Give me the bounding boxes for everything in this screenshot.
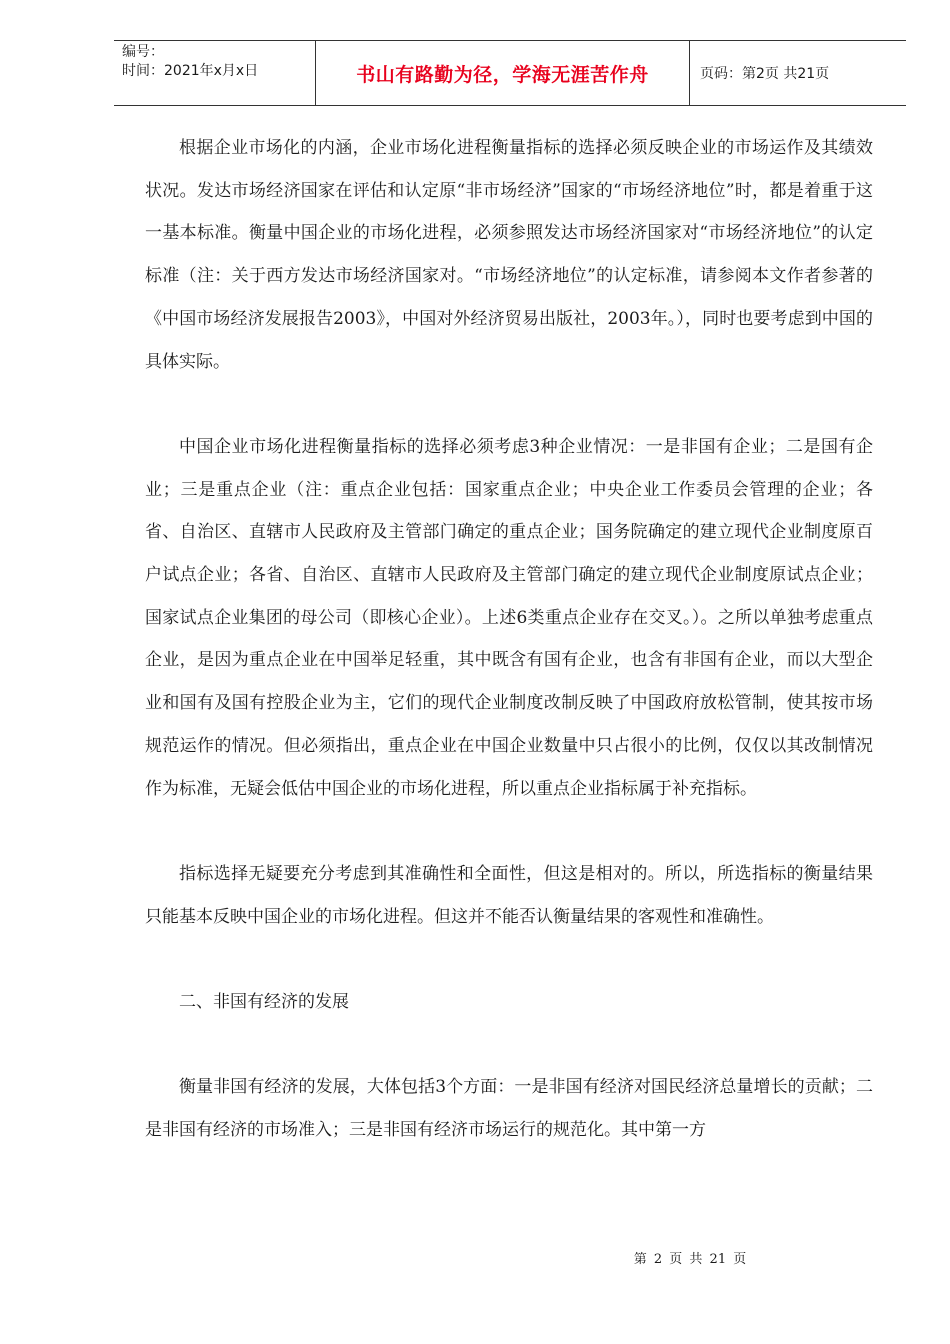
page-footer: 第 2 页 共 21 页	[633, 1252, 747, 1267]
paragraph-non-state-economy: 衡量非国有经济的发展，大体包括3个方面：一是非国有经济对国民经济总量增长的贡献；二是非国有经济的市场准入；三是非国有经济市场运行的规范化。其中第一方	[145, 1077, 873, 1141]
document-number-label: 编号：	[122, 44, 164, 60]
paragraph-enterprise-types: 中国企业市场化进程衡量指标的选择必须考虑3种企业情况：一是非国有企业；二是国有企业；三是重点企业（注：重点企业包括：国家重点企业；中央企业工作委员会管理的企业；各省、自治区、直辖市人民政府及主管部门确定的重点企业；国务院确定的建立现代企业制度原百户试点企业；各省、自治区、直辖市人民政府及主管部门确定的建立现代企业制度原试点企业；国家试点企业集团的母公司（即核心企业）。上述6类重点企业存在交叉。）。之所以单独考虑重点企业，是因为重点企业在中国举足轻重，其中既含有国有企业，也含有非国有企业，而以大型企业和国有及国有控股企业为主，它们的现代企业制度改制反映了中国政府放松管制，使其按市场规范运作的情况。但必须指出，重点企业在中国企业数量中只占很小的比例，仅仅以其改制情况作为标准，无疑会低估中国企业的市场化进程，所以重点企业指标属于补充指标。	[145, 436, 873, 799]
document-time-label: 时间：2021年x月x日	[122, 63, 259, 79]
paragraph-market-position: 根据企业市场化的内涵，企业市场化进程衡量指标的选择必须反映企业的市场运作及其绩效状况。发达市场经济国家在评估和认定原“非市场经济”国家的“市场经济地位”时，都是着重于这一基本标准。衡量中国企业的市场化进程，必须参照发达市场经济国家对“市场经济地位”的认定标准（注：关于西方发达市场经济国家对。“市场经济地位”的认定标准，请参阅本文作者参著的《中国市场经济发展报告2003》，中国对外经济贸易出版社，2003年。），同时也要考虑到中国的具体实际。	[145, 138, 873, 372]
header-info-cell	[114, 41, 316, 105]
header-page-info: 页码：第2页 共21页	[700, 66, 830, 82]
section-heading: 二、非国有经济的发展	[179, 992, 349, 1013]
header-motto: 书山有路勤为径，学海无涯苦作舟	[316, 41, 690, 105]
paragraph-indicator-accuracy: 指标选择无疑要充分考虑到其准确性和全面性，但这是相对的。所以，所选指标的衡量结果只能基本反映中国企业的市场化进程。但这并不能否认衡量结果的客观性和准确性。	[145, 863, 873, 927]
page-header	[114, 40, 906, 106]
document-body	[145, 127, 873, 1152]
